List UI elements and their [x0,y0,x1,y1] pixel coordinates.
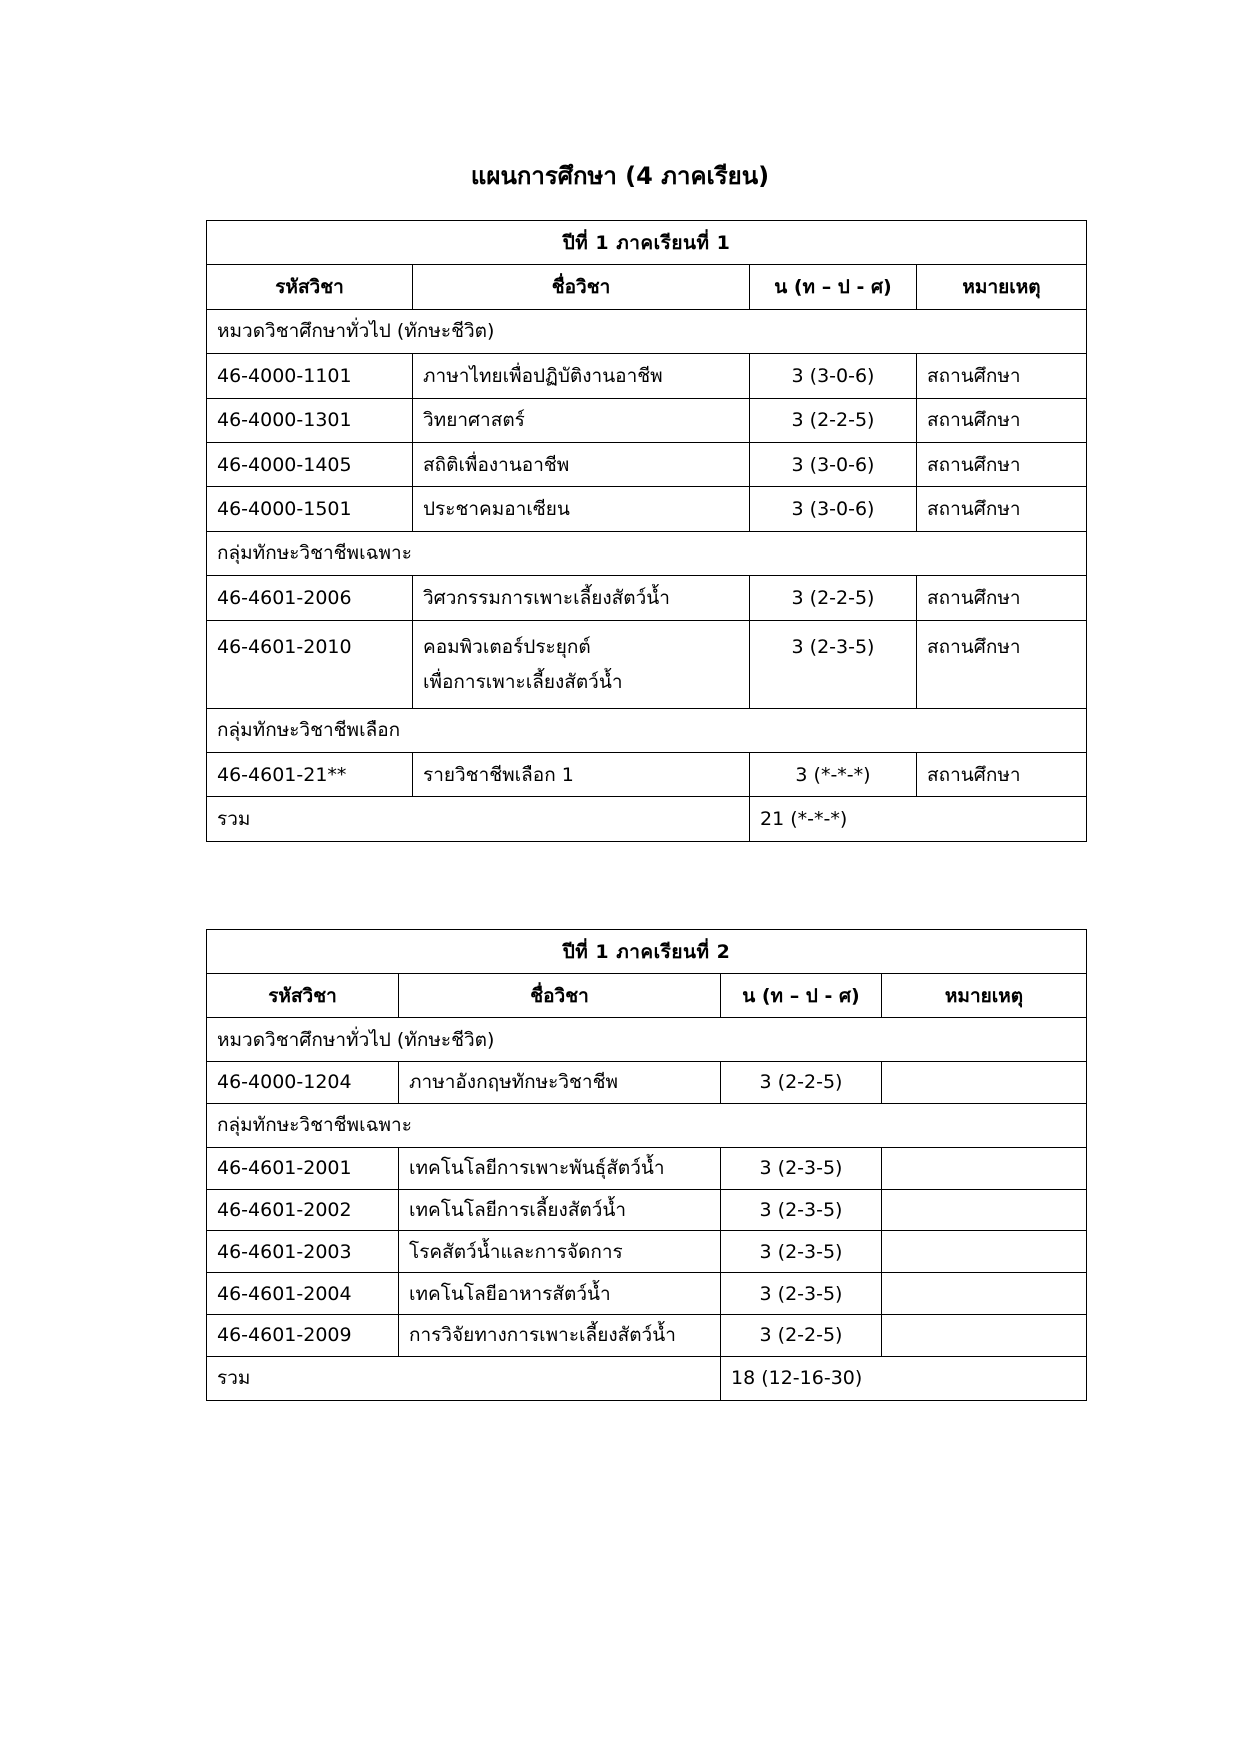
column-header-note: หมายเหตุ [882,974,1087,1018]
semester-2-table [206,929,1087,1401]
course-note [882,1273,1087,1315]
table-row [207,1314,1087,1356]
course-name-line: เพื่อการเพาะเลี้ยงสัตว์น้ำ [423,670,623,693]
table-row [207,1189,1087,1231]
group-name: หมวดวิชาศึกษาทั่วไป (ทักษะชีวิต) [207,1018,1087,1062]
course-name: ภาษาไทยเพื่อปฏิบัติงานอาชีพ [413,354,750,398]
total-row [207,797,1087,841]
group-row [207,309,1087,353]
semester-heading-row [207,221,1087,265]
course-name: เทคโนโลยีอาหารสัตว์น้ำ [399,1273,721,1315]
course-note: สถานศึกษา [917,442,1087,486]
table-row [207,487,1087,531]
group-name: กลุ่มทักษะวิชาชีพเฉพาะ [207,1103,1087,1147]
course-name: รายวิชาชีพเลือก 1 [413,752,750,796]
table-row [207,1147,1087,1189]
course-code: 46-4000-1101 [207,354,413,398]
course-note [882,1189,1087,1231]
group-row [207,708,1087,752]
table-row [207,620,1087,708]
group-name: กลุ่มทักษะวิชาชีพเฉพาะ [207,531,1087,575]
course-credit: 3 (2-2-5) [750,398,917,442]
course-note [882,1147,1087,1189]
column-header-name: ชื่อวิชา [399,974,721,1018]
column-header-code: รหัสวิชา [207,974,399,1018]
total-value: 18 (12-16-30) [721,1356,1087,1400]
semester-1-table [206,220,1087,842]
course-credit: 3 (2-2-5) [750,576,917,620]
course-name: ประชาคมอาเซียน [413,487,750,531]
course-credit: 3 (2-3-5) [721,1147,882,1189]
page-title: แผนการศึกษา (4 ภาคเรียน) [470,162,770,190]
group-row [207,1018,1087,1062]
course-credit: 3 (2-3-5) [721,1231,882,1273]
course-name: โรคสัตว์น้ำและการจัดการ [399,1231,721,1273]
column-header-credit: น (ท – ป - ศ) [721,974,882,1018]
column-header-credit: น (ท – ป - ศ) [750,265,917,309]
total-label: รวม [207,1356,721,1400]
course-name [413,620,750,708]
table-row [207,576,1087,620]
column-header-code: รหัสวิชา [207,265,413,309]
semester-heading-row [207,930,1087,974]
course-code: 46-4601-2009 [207,1314,399,1356]
course-name: ภาษาอังกฤษทักษะวิชาชีพ [399,1062,721,1104]
table-row [207,1062,1087,1104]
course-name: เทคโนโลยีการเพาะพันธุ์สัตว์น้ำ [399,1147,721,1189]
course-note [882,1231,1087,1273]
course-code: 46-4601-2003 [207,1231,399,1273]
table-row [207,442,1087,486]
course-credit: 3 (2-3-5) [721,1273,882,1315]
course-note: สถานศึกษา [917,487,1087,531]
total-label: รวม [207,797,750,841]
course-note: สถานศึกษา [917,620,1087,708]
course-note: สถานศึกษา [917,752,1087,796]
group-row [207,1103,1087,1147]
course-credit: 3 (3-0-6) [750,442,917,486]
course-code: 46-4601-2001 [207,1147,399,1189]
column-header-name: ชื่อวิชา [413,265,750,309]
group-name: กลุ่มทักษะวิชาชีพเลือก [207,708,1087,752]
table-row [207,752,1087,796]
course-name-line: คอมพิวเตอร์ประยุกต์ [423,635,591,658]
semester-heading: ปีที่ 1 ภาคเรียนที่ 1 [207,221,1087,265]
semester-heading: ปีที่ 1 ภาคเรียนที่ 2 [207,930,1087,974]
course-note [882,1062,1087,1104]
course-code: 46-4601-2002 [207,1189,399,1231]
table-row [207,1231,1087,1273]
course-name: สถิติเพื่องานอาชีพ [413,442,750,486]
table-row [207,354,1087,398]
group-row [207,531,1087,575]
course-credit: 3 (2-3-5) [750,620,917,708]
course-note [882,1314,1087,1356]
course-credit: 3 (*-*-*) [750,752,917,796]
course-note: สถานศึกษา [917,354,1087,398]
course-credit: 3 (3-0-6) [750,487,917,531]
column-header-row [207,265,1087,309]
total-value: 21 (*-*-*) [750,797,1087,841]
group-name: หมวดวิชาศึกษาทั่วไป (ทักษะชีวิต) [207,309,1087,353]
course-code: 46-4000-1204 [207,1062,399,1104]
course-note: สถานศึกษา [917,576,1087,620]
course-credit: 3 (2-2-5) [721,1314,882,1356]
course-name: การวิจัยทางการเพาะเลี้ยงสัตว์น้ำ [399,1314,721,1356]
course-code: 46-4601-2004 [207,1273,399,1315]
course-credit: 3 (2-3-5) [721,1189,882,1231]
course-name: เทคโนโลยีการเลี้ยงสัตว์น้ำ [399,1189,721,1231]
course-code: 46-4601-2006 [207,576,413,620]
column-header-row [207,974,1087,1018]
column-header-note: หมายเหตุ [917,265,1087,309]
course-name: วิทยาศาสตร์ [413,398,750,442]
course-code: 46-4000-1405 [207,442,413,486]
course-credit: 3 (3-0-6) [750,354,917,398]
course-code: 46-4601-2010 [207,620,413,708]
table-row [207,1273,1087,1315]
course-code: 46-4000-1301 [207,398,413,442]
total-row [207,1356,1087,1400]
course-code: 46-4000-1501 [207,487,413,531]
course-note: สถานศึกษา [917,398,1087,442]
course-code: 46-4601-21** [207,752,413,796]
course-credit: 3 (2-2-5) [721,1062,882,1104]
course-name: วิศวกรรมการเพาะเลี้ยงสัตว์น้ำ [413,576,750,620]
table-row [207,398,1087,442]
